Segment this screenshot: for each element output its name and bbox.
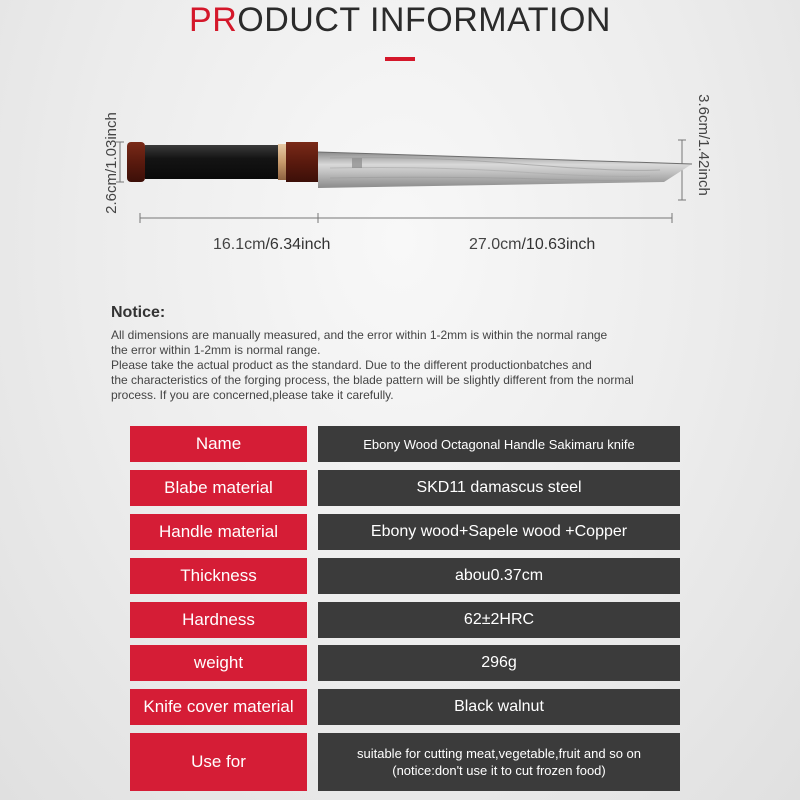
spec-row-use-for bbox=[130, 733, 680, 791]
spec-value-line: (notice:don't use it to cut frozen food) bbox=[392, 763, 606, 778]
spec-key: Name bbox=[130, 426, 307, 462]
spec-key: weight bbox=[130, 645, 307, 681]
notice-line: Please take the actual product as the standard. Due to the different productionbatches and bbox=[111, 358, 592, 372]
knife-diagram bbox=[0, 60, 800, 290]
spec-row-handle-material bbox=[130, 514, 680, 550]
handle-height-label: 2.6cm/1.03inch bbox=[103, 112, 120, 214]
title-rest: ODUCT INFORMATION bbox=[237, 1, 611, 39]
handle-end-cap bbox=[127, 142, 145, 182]
spec-row-name bbox=[130, 426, 680, 462]
blade-height-label: 3.6cm/1.42inch bbox=[695, 94, 712, 196]
handle-length-cm: 16.1cm bbox=[213, 236, 266, 253]
spec-row-weight bbox=[130, 645, 680, 681]
spec-row-thickness bbox=[130, 558, 680, 594]
spec-value: Ebony Wood Octagonal Handle Sakimaru knife bbox=[318, 426, 680, 462]
spec-value: abou0.37cm bbox=[318, 558, 680, 594]
spec-value: 62±2HRC bbox=[318, 602, 680, 638]
blade-length-label bbox=[469, 236, 595, 254]
spec-value: Black walnut bbox=[318, 689, 680, 725]
notice-line: the error within 1-2mm is normal range. bbox=[111, 343, 321, 357]
knife-illustration bbox=[0, 60, 800, 290]
title-accent: PR bbox=[189, 1, 238, 39]
ebony-handle bbox=[145, 145, 278, 179]
spec-key: Hardness bbox=[130, 602, 307, 638]
notice-heading: Notice: bbox=[111, 304, 166, 321]
spec-key: Thickness bbox=[130, 558, 307, 594]
notice-line: the characteristics of the forging process, the blade pattern will be slightly different from the normal bbox=[111, 373, 634, 387]
maker-mark bbox=[352, 158, 362, 168]
spec-key: Knife cover material bbox=[130, 689, 307, 725]
notice-line: process. If you are concerned,please take it carefully. bbox=[111, 388, 394, 402]
blade-length-cm: 27.0cm bbox=[469, 236, 522, 253]
notice-text bbox=[111, 328, 711, 403]
spec-value-line: suitable for cutting meat,vegetable,fruit and so on bbox=[356, 746, 641, 761]
spec-value bbox=[318, 733, 680, 791]
spec-value: SKD11 damascus steel bbox=[318, 470, 680, 506]
spec-row-blade-material bbox=[130, 470, 680, 506]
handle-length-label bbox=[213, 236, 330, 254]
spec-row-knife-cover-material bbox=[130, 689, 680, 725]
spec-value: 296g bbox=[318, 645, 680, 681]
spec-row-hardness bbox=[130, 602, 680, 638]
page-title bbox=[0, 0, 800, 40]
blade-length-in: /10.63inch bbox=[521, 236, 596, 253]
spec-key: Blabe material bbox=[130, 470, 307, 506]
spec-key: Use for bbox=[130, 733, 307, 791]
notice-line: All dimensions are manually measured, and the error within 1-2mm is within the normal range bbox=[111, 328, 608, 342]
handle-length-in: /6.34inch bbox=[265, 236, 331, 253]
sapele-ferrule bbox=[286, 142, 318, 182]
spec-value: Ebony wood+Sapele wood +Copper bbox=[318, 514, 680, 550]
copper-spacer bbox=[278, 144, 286, 180]
spec-key: Handle material bbox=[130, 514, 307, 550]
